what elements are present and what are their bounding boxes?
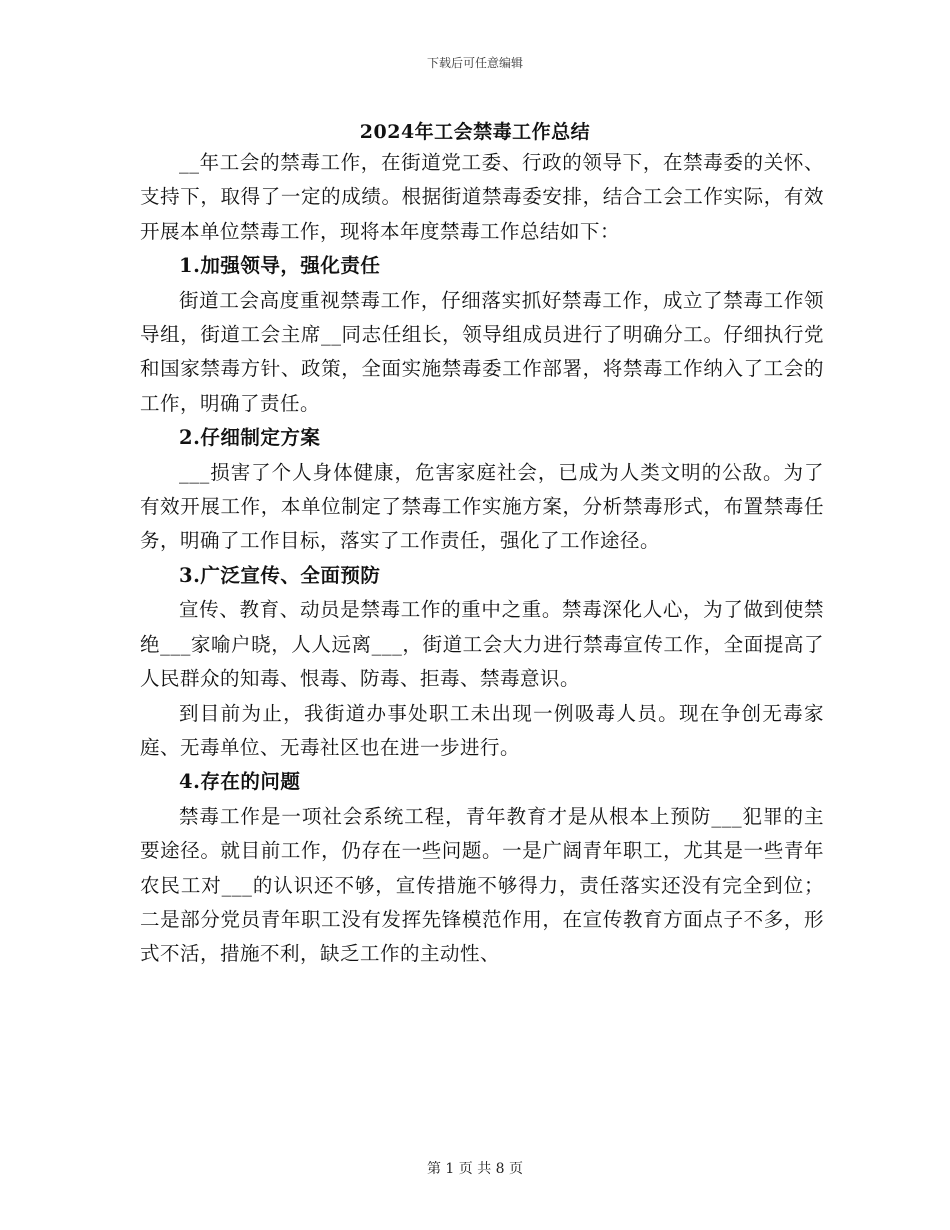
section-paragraph-3b: 到目前为止，我街道办事处职工未出现一例吸毒人员。现在争创无毒家庭、无毒单位、无毒社区也在进一步进行。 — [140, 701, 824, 759]
page-header: 下载后可任意编辑 — [426, 56, 523, 70]
section-paragraph-3: 宣传、教育、动员是禁毒工作的重中之重。禁毒深化人心，为了做到使禁绝___家喻户晓，人人远离___，街道工会大力进行禁毒宣传工作，全面提高了人民群众的知毒、恨毒、防毒、拒毒、禁毒意识。 — [140, 598, 824, 691]
intro-paragraph: __年工会的禁毒工作，在街道党工委、行政的领导下，在禁毒委的关怀、支持下，取得了一定的成绩。根据街道禁毒委安排，结合工会工作实际，有效开展本单位禁毒工作，现将本年度禁毒工作总结如下： — [140, 151, 824, 243]
document-body — [140, 146, 824, 972]
section-paragraph-2: ___损害了个人身体健康，危害家庭社会，已成为人类文明的公敌。为了有效开展工作，本单位制定了禁毒工作实施方案，分析禁毒形式，布置禁毒任务，明确了工作目标，落实了工作责任，强化了工作途径。 — [140, 460, 824, 553]
section-heading-2: 2.仔细制定方案 — [179, 426, 321, 450]
section-heading-3: 3.广泛宣传、全面预防 — [179, 563, 381, 587]
document-title: 2024年工会禁毒工作总结 — [359, 121, 591, 143]
section-heading-1: 1.加强领导，强化责任 — [179, 254, 381, 278]
page-number: 第 1 页 共 8 页 — [426, 1161, 524, 1177]
section-paragraph-4: 禁毒工作是一项社会系统工程，青年教育才是从根本上预防___犯罪的主要途径。就目前工作，仍存在一些问题。一是广阔青年职工，尤其是一些青年农民工对___的认识还不够，宣传措施不够得力，责任落实还没有完全到位；二是部分党员青年职工没有发挥先锋模范作用，在宣传教育方面点子不多，形式不活，措施不利，缺乏工作的主动性、 — [140, 804, 824, 966]
section-heading-4: 4.存在的问题 — [179, 770, 301, 794]
section-paragraph-1: 街道工会高度重视禁毒工作，仔细落实抓好禁毒工作，成立了禁毒工作领导组，街道工会主席__同志任组长，领导组成员进行了明确分工。仔细执行党和国家禁毒方针、政策，全面实施禁毒委工作部署，将禁毒工作纳入了工会的工作，明确了责任。 — [140, 288, 824, 415]
